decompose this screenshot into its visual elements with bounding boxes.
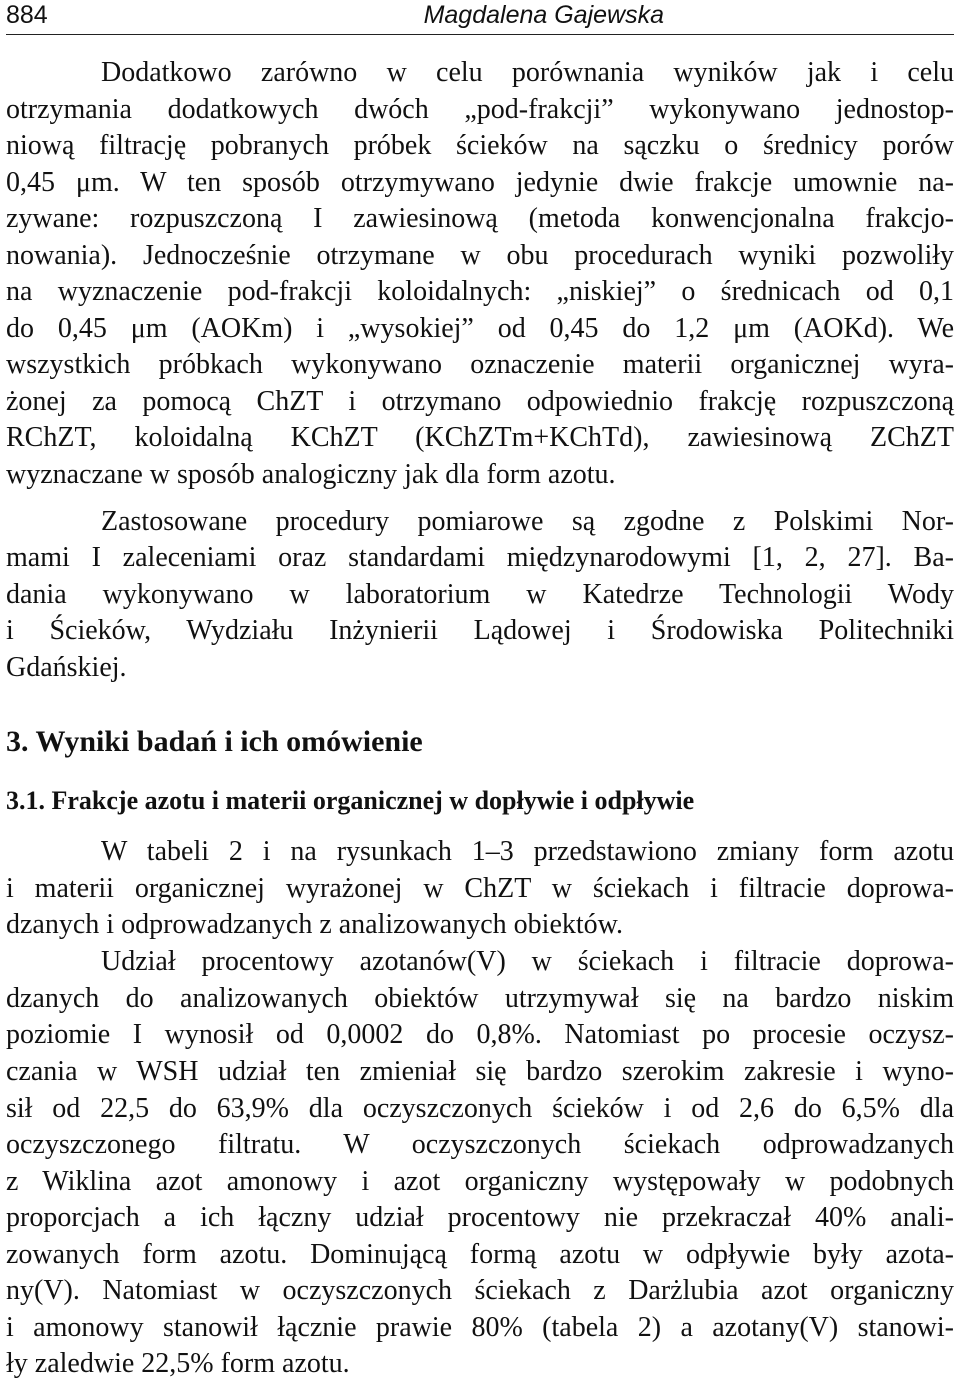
text-line: zywane: rozpuszczoną I zawiesinową (metoda konwencjonalna frakcjo- xyxy=(6,203,954,234)
text-line: i Ścieków, Wydziału Inżynierii Lądowej i Środowiska Politechniki xyxy=(6,615,954,646)
running-header xyxy=(6,0,954,35)
text-line: oczyszczonego filtratu. W oczyszczonych ściekach odprowadzanych xyxy=(6,1129,954,1160)
text-line: zowanych form azotu. Dominującą formą azotu w odpływie były azota- xyxy=(6,1239,954,1270)
text-line: poziomie I wynosił od 0,0002 do 0,8%. Natomiast po procesie oczysz- xyxy=(6,1019,954,1050)
text-line: i amonowy stanowił łącznie prawie 80% (tabela 2) a azotany(V) stanowi- xyxy=(6,1312,954,1343)
text-line: ły zaledwie 22,5% form azotu. xyxy=(6,1348,350,1379)
text-line: czania w WSH udział ten zmieniał się bardzo szerokim zakresie i wyno- xyxy=(6,1056,954,1087)
text-line: mami I zaleceniami oraz standardami międzynarodowymi [1, 2, 27]. Ba- xyxy=(6,542,954,573)
text-line: nowania). Jednocześnie otrzymane w obu procedurach wyniki pozwoliły xyxy=(6,240,954,271)
text-line: RChZT, koloidalną KChZT (KChZTm+KChTd), zawiesinową ZChZT xyxy=(6,422,954,453)
subsection-heading: 3.1. Frakcje azotu i materii organicznej w dopływie i odpływie xyxy=(6,786,695,815)
text-line: wyznaczane w sposób analogiczny jak dla form azotu. xyxy=(6,459,616,490)
text-line: do 0,45 μm (AOKm) i „wysokiej” od 0,45 do 1,2 μm (AOKd). We xyxy=(6,313,954,344)
text-line: 0,45 μm. W ten sposób otrzymywano jedynie dwie frakcje umownie na- xyxy=(6,167,954,198)
text-line: sił od 22,5 do 63,9% dla oczyszczonych ścieków i od 2,6 do 6,5% dla xyxy=(6,1093,954,1124)
text-line: niową filtrację pobranych próbek ścieków na sączku o średnicy porów xyxy=(6,130,954,161)
text-line: Zastosowane procedury pomiarowe są zgodne z Polskimi Nor- xyxy=(101,506,954,537)
text-line: dania wykonywano w laboratorium w Katedrze Technologii Wody xyxy=(6,579,954,610)
text-line: na wyznaczenie pod-frakcji koloidalnych: „niskiej” o średnicach od 0,1 xyxy=(6,276,954,307)
text-line: Dodatkowo zarówno w celu porównania wyników jak i celu xyxy=(101,57,954,88)
text-line: proporcjach a ich łączny udział procentowy nie przekraczał 40% anali- xyxy=(6,1202,954,1233)
text-line: otrzymania dodatkowych dwóch „pod-frakcji” wykonywano jednostop- xyxy=(6,94,954,125)
text-line: żonej za pomocą ChZT i otrzymano odpowiednio frakcję rozpuszczoną xyxy=(6,386,954,417)
text-line: dzanych do analizowanych obiektów utrzymywał się na bardzo niskim xyxy=(6,983,954,1014)
text-line: i materii organicznej wyrażonej w ChZT w ściekach i filtracie doprowa- xyxy=(6,873,954,904)
text-line: ny(V). Natomiast w oczyszczonych ściekach z Darżlubia azot organiczny xyxy=(6,1275,954,1306)
text-line: dzanych i odprowadzanych z analizowanych obiektów. xyxy=(6,909,624,940)
text-line: W tabeli 2 i na rysunkach 1–3 przedstawiono zmiany form azotu xyxy=(101,836,954,867)
page-number: 884 xyxy=(6,1,48,29)
text-line: wszystkich próbkach wykonywano oznaczenie materii organicznej wyra- xyxy=(6,349,954,380)
running-author: Magdalena Gajewska xyxy=(423,1,664,29)
section-heading: 3. Wyniki badań i ich omówienie xyxy=(6,725,423,758)
text-line: Udział procentowy azotanów(V) w ściekach i filtracie doprowa- xyxy=(101,946,954,977)
text-line: z Wiklina azot amonowy i azot organiczny występowały w podobnych xyxy=(6,1166,954,1197)
text-line: Gdańskiej. xyxy=(6,652,127,683)
